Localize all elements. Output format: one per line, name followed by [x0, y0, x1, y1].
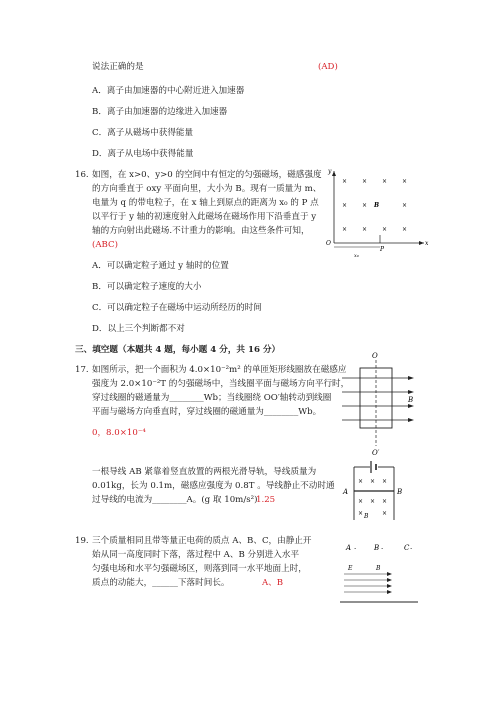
section-3-heading: 三、填空题（本题共 4 题，每小题 4 分，共 16 分）: [75, 345, 281, 355]
field-cross: ×: [382, 178, 388, 185]
field-cross: ×: [382, 226, 388, 233]
q17-answer: 0，8.0×10⁻⁴: [92, 428, 146, 438]
field-cross: ×: [402, 226, 408, 233]
q16-line-3: 电量为 q 的带电粒子，在 x 轴上到原点的距离为 x₀ 的 P 点: [92, 198, 319, 208]
q19-falling-particles-figure: [340, 540, 420, 612]
q15-stem: 说法正确的是: [92, 62, 144, 72]
field-cross: ×: [362, 178, 368, 185]
q19-line-3: 匀强电场和水平匀强磁场区，则落到同一水平地面上时，: [92, 564, 307, 574]
field-cross: ×: [382, 498, 388, 505]
q15-answer: (AD): [318, 62, 338, 72]
q16-option-c: C．可以确定粒子在磁场中运动所经历的时间: [92, 303, 262, 313]
q18-field-label: B: [364, 513, 369, 520]
q16-p-label: P: [380, 246, 385, 253]
q19-line-1: 三个质量相同且带等量正电荷的质点 A、B、C，由静止开: [92, 536, 312, 546]
q16-option-a: A．可以确定粒子通过 y 轴时的位置: [92, 261, 229, 271]
q16-option-b: B．可以确定粒子速度的大小: [92, 282, 202, 292]
q17-field-label: B: [408, 396, 414, 404]
q19-field-arrows: [387, 572, 392, 594]
field-cross: ×: [382, 510, 388, 517]
q16-x-axis-arrow: [419, 241, 424, 245]
q19-line-4: 质点的动能大，______下落时间长。: [92, 578, 230, 588]
field-cross: ×: [342, 202, 348, 209]
q18-field-crosses: [358, 478, 387, 517]
q15-option-b: B．离子由加速器的边缘进入加速器: [92, 107, 228, 117]
field-cross: ×: [362, 226, 368, 233]
field-cross: ×: [358, 498, 364, 505]
q18-line-3: 过导线的电流为________A。(g 取 10m/s²): [92, 495, 258, 505]
q15-option-d: D．离子从电场中获得能量: [92, 149, 194, 159]
field-cross: ×: [370, 498, 376, 505]
q18-line-2: 0.01kg，长为 0.1m，磁感应强度为 0.8T 。导线静止不动时通: [92, 481, 335, 491]
q16-line-2: 的方向垂直于 oxy 平面向里，大小为 B。现有一质量为 m、: [92, 184, 322, 194]
q16-y-label: y: [328, 168, 332, 175]
field-cross: ×: [358, 510, 364, 517]
q16-x0-label: x₀: [354, 253, 359, 259]
q18-a-label: A: [343, 488, 349, 496]
q17-line-2: 强度为 2.0×10⁻²T 的匀强磁场中，当线圈平面与磁场方向平行时，: [92, 379, 350, 389]
q19-b-field-label: B: [376, 565, 381, 572]
q19-e-label: E: [348, 565, 353, 572]
q19-field-lines: [344, 574, 390, 592]
particle-b-dot: ·: [381, 545, 384, 553]
q17-o-top-label: O: [372, 352, 378, 360]
q19-a-label: A: [346, 544, 352, 552]
q17-number: 17.: [75, 365, 89, 375]
q16-x-label: x: [425, 240, 429, 247]
q18-answer: 1.25: [256, 495, 276, 505]
q16-number: 16.: [75, 170, 89, 180]
particle-c-dot: ·: [410, 545, 413, 553]
field-cross: ×: [382, 478, 388, 485]
q16-option-d: D．以上三个判断都不对: [92, 324, 185, 334]
q19-answer: A、B: [262, 578, 284, 588]
q15-option-c: C．离子从磁场中获得能量: [92, 128, 194, 138]
field-cross: ×: [402, 202, 408, 209]
field-cross: ×: [342, 178, 348, 185]
q17-coil-figure: [338, 348, 420, 458]
q16-answer: (ABC): [92, 240, 118, 250]
q17-line-4: 平面与磁场方向垂直时，穿过线圈的磁通量为________Wb。: [92, 407, 322, 417]
field-cross: ×: [362, 202, 368, 209]
field-cross: ×: [370, 478, 376, 485]
q17-o-bottom-label: O′: [372, 449, 380, 457]
q18-rails-figure: [340, 455, 410, 525]
q16-origin-label: O: [326, 240, 331, 247]
q18-b-label: B: [397, 488, 403, 496]
q18-line-1: 一根导线 AB 紧靠着竖直放置的两根光滑导轨，导线质量为: [92, 467, 317, 477]
q16-field-label: B: [374, 202, 380, 209]
field-cross: ×: [358, 478, 364, 485]
field-cross: ×: [342, 226, 348, 233]
q17-line-1: 如图所示，把一个面积为 4.0×10⁻²m² 的单匝矩形线圈放在磁感应: [92, 365, 347, 375]
q16-line-1: 如图，在 x>0、y>0 的空间中有恒定的匀强磁场，磁感强度: [92, 170, 322, 180]
q17-line-3: 穿过线圈的磁通量为________Wb；当线圈绕 OO′轴转动到线圈: [92, 393, 332, 403]
field-cross: ×: [402, 178, 408, 185]
q16-line-5: 轴的方向射出此磁场.不计重力的影响。由这些条件可知，: [92, 226, 310, 236]
q16-magnetic-field-figure: [322, 165, 432, 260]
q19-c-label: C: [404, 544, 410, 552]
particle-a-dot: ·: [354, 545, 357, 553]
q15-option-a: A．离子由加速器的中心附近进入加速器: [92, 86, 245, 96]
q19-number: 19.: [75, 536, 89, 546]
q19-b-label: B: [374, 544, 380, 552]
q17-field-lines: [342, 378, 410, 420]
q16-y-axis-arrow: [332, 171, 336, 176]
q16-line-4: 以平行于 y 轴的初速度射入此磁场在磁场作用下沿垂直于 y: [92, 212, 317, 222]
q19-line-2: 始从同一高度同时下落，落过程中 A、B 分别进入水平: [92, 550, 300, 560]
